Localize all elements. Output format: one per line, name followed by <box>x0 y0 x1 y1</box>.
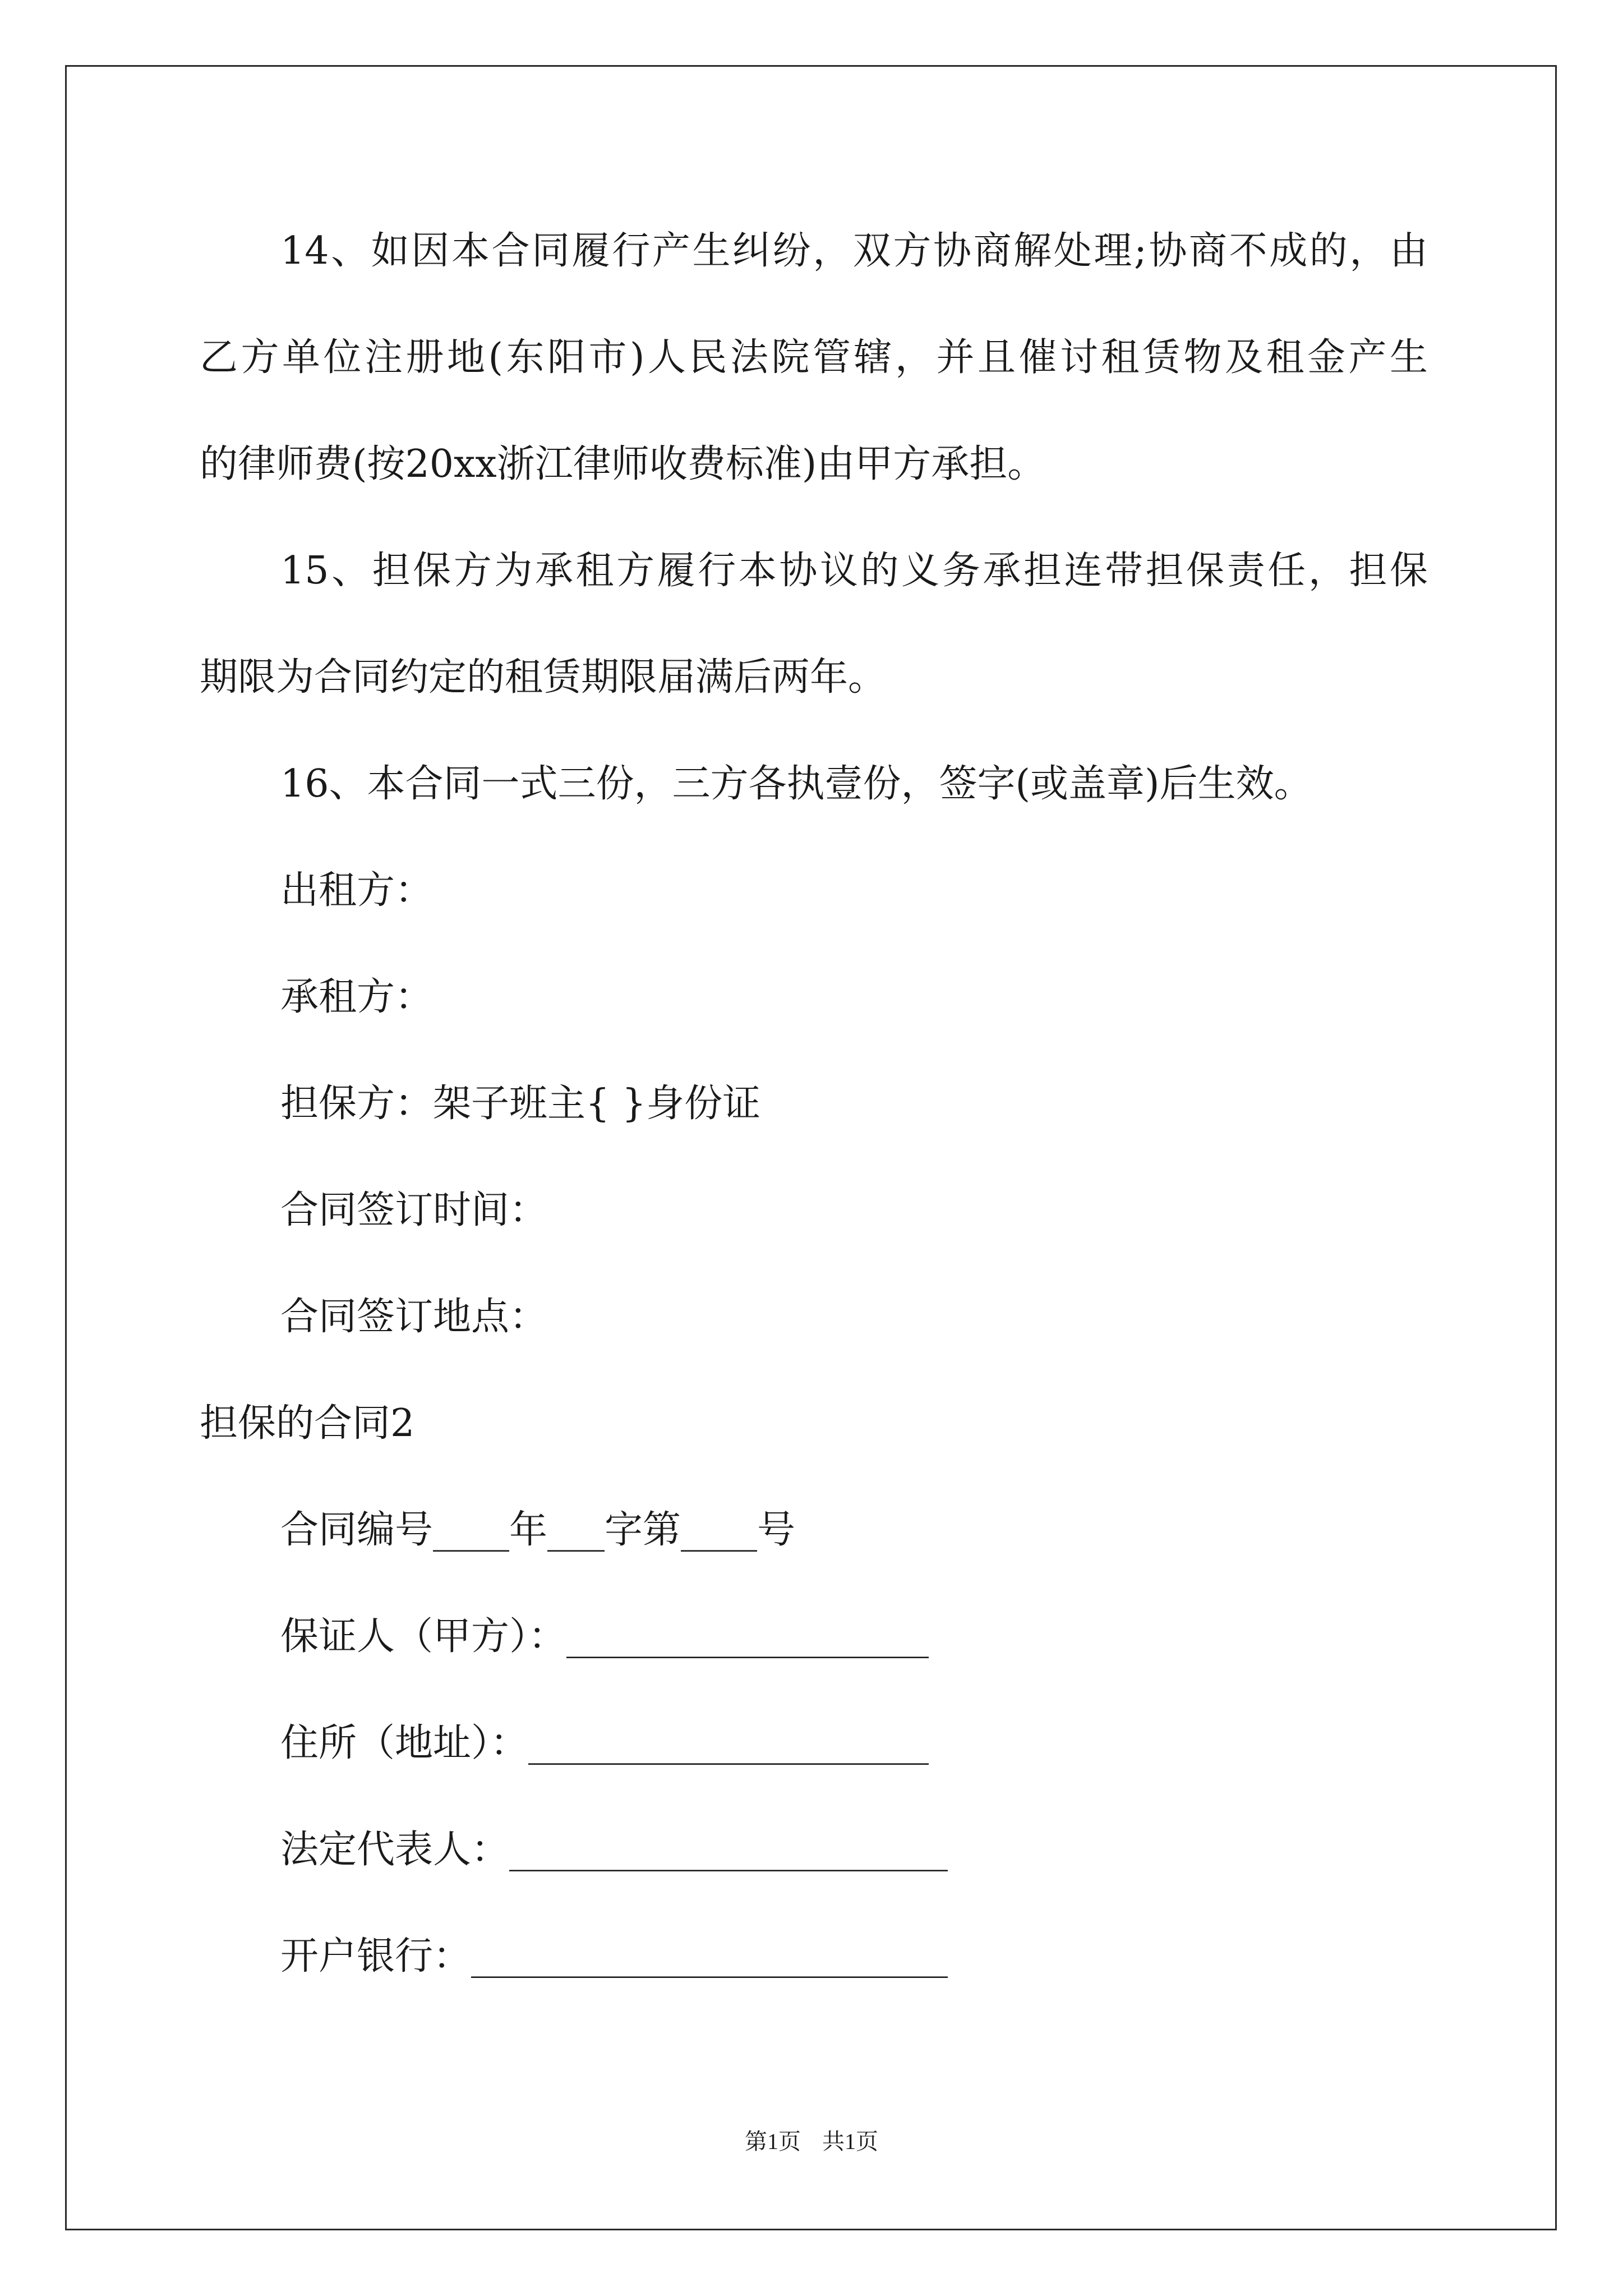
signing-place-label: 合同签订地点： <box>280 1295 548 1339</box>
page-footer <box>0 2131 1623 2153</box>
lessee-label: 承租方： <box>280 975 434 1019</box>
total-page-count: 共1页 <box>822 2129 878 2154</box>
clause-15-line-1: 15、担保方为承租方履行本协议的义务承担连带担保责任，担保 <box>280 549 1428 593</box>
lessor-label: 出租方： <box>280 868 434 913</box>
clause-14-line-2: 乙方单位注册地(东阳市)人民法院管辖，并且催讨租赁物及租金产生 <box>200 335 1428 380</box>
address-field: 住所（地址）：_____________________ <box>280 1721 929 1765</box>
bank-field: 开户银行：_________________________ <box>280 1934 948 1978</box>
guarantor-party-a-field: 保证人（甲方）：___________________ <box>280 1614 929 1659</box>
signing-time-label: 合同签订时间： <box>280 1188 548 1232</box>
clause-14-line-3: 的律师费(按20xx浙江律师收费标准)由甲方承担。 <box>200 442 1046 486</box>
clause-14-line-1: 14、如因本合同履行产生纠纷，双方协商解处理;协商不成的，由 <box>280 229 1428 273</box>
current-page-number: 第1页 <box>745 2129 801 2154</box>
contract-number-field: 合同编号____年___字第____号 <box>280 1508 796 1552</box>
page-border <box>65 65 1557 2230</box>
clause-16: 16、本合同一式三份，三方各执壹份，签字(或盖章)后生效。 <box>280 762 1312 806</box>
legal-representative-field: 法定代表人：_______________________ <box>280 1828 948 1872</box>
section-title: 担保的合同2 <box>200 1401 415 1446</box>
clause-15-line-2: 期限为合同约定的租赁期限届满后两年。 <box>200 655 887 700</box>
guarantor-label: 担保方：架子班主{ }身份证 <box>280 1082 761 1126</box>
